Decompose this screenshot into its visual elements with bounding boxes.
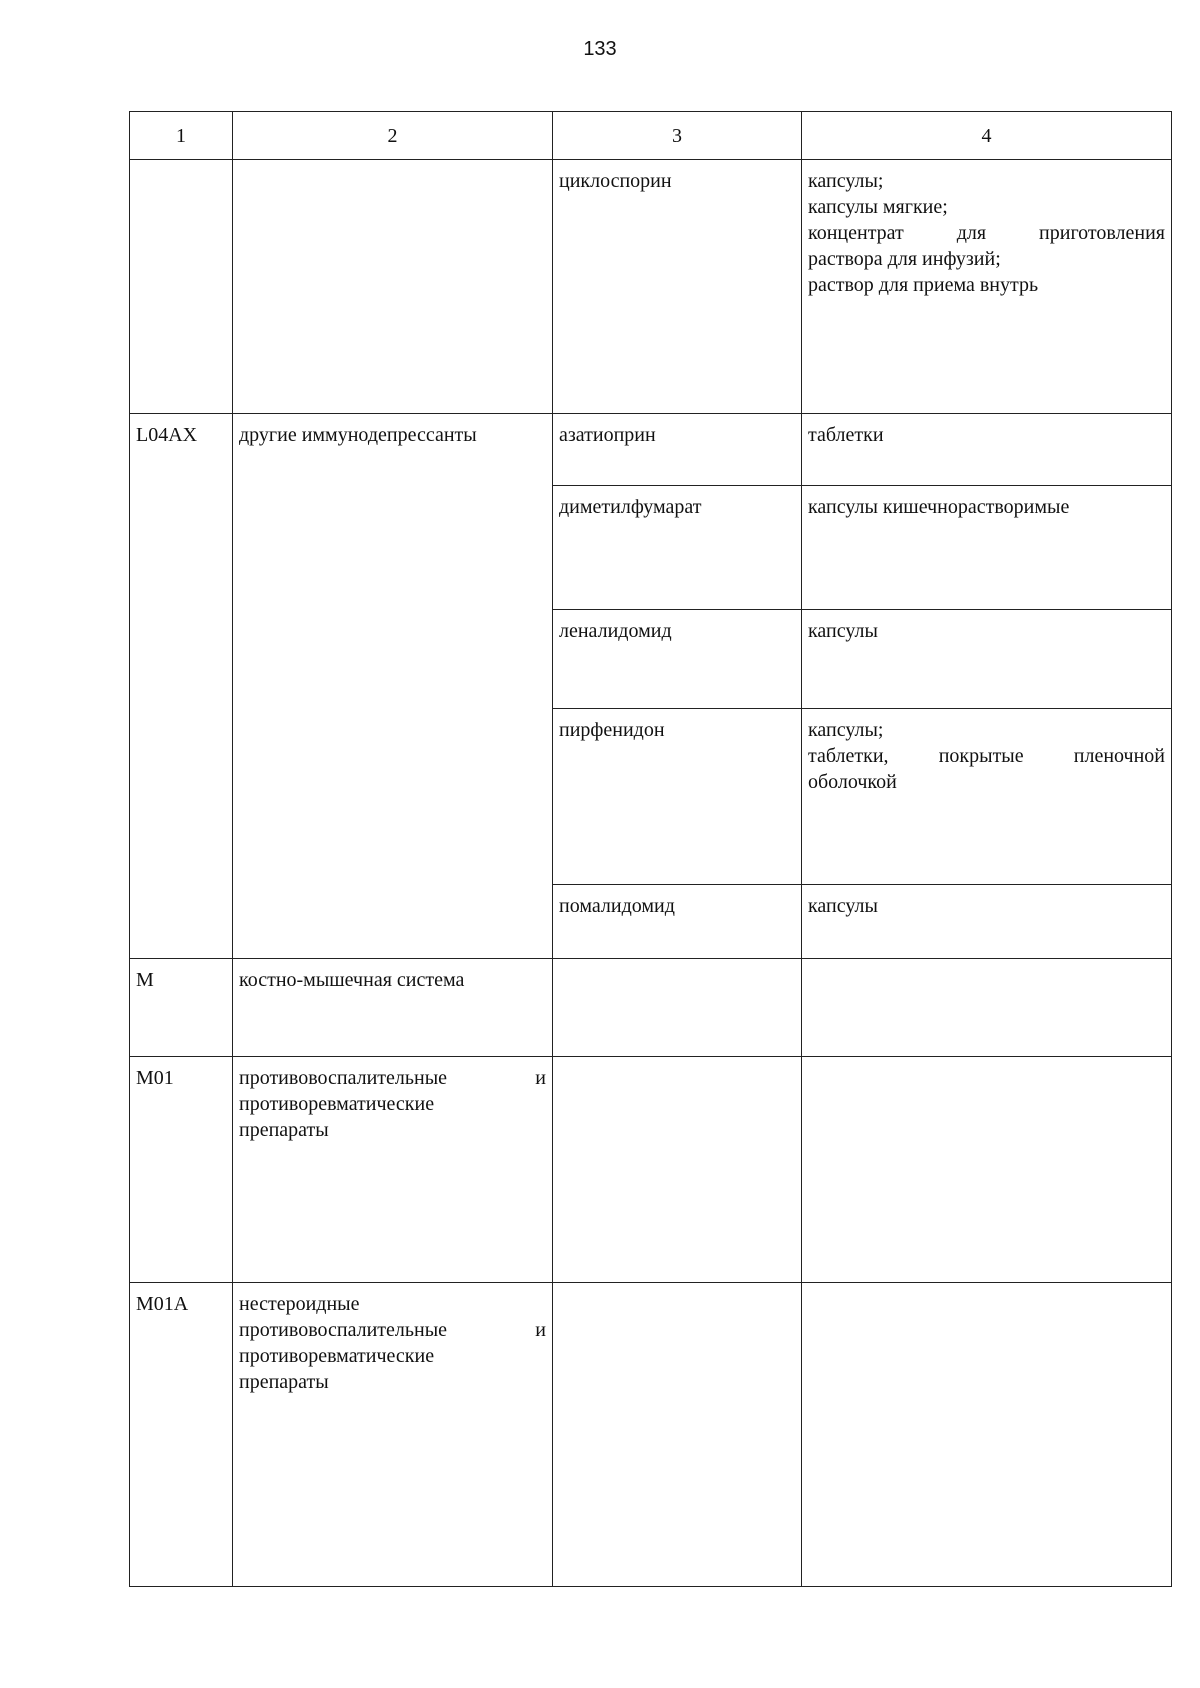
- group-line: противоревматические: [239, 1345, 435, 1367]
- group-cell: другие иммунодепрессанты: [233, 414, 553, 959]
- group-cell: [233, 1283, 553, 1587]
- dosage-form-line: капсулы;: [808, 170, 884, 192]
- group-line: нестероидные: [239, 1293, 360, 1315]
- group-cell: костно-мышечная система: [233, 959, 553, 1057]
- group-cell: [233, 160, 553, 414]
- group-line: противовоспалительные и: [239, 1067, 546, 1089]
- drug-name-cell: [553, 959, 802, 1057]
- dosage-form-cell: [802, 160, 1172, 414]
- dosage-form-line: раствора для инфузий;: [808, 248, 1001, 270]
- table-row: [130, 414, 1172, 486]
- dosage-form-cell: [802, 959, 1172, 1057]
- code-cell: L04AX: [130, 414, 233, 959]
- table-row: [130, 959, 1172, 1057]
- drug-name-cell: [553, 1283, 802, 1587]
- drug-name-cell: помалидомид: [553, 885, 802, 959]
- group-line: противовоспалительные и: [239, 1319, 546, 1341]
- dosage-form-line: капсулы;: [808, 719, 884, 741]
- dosage-form-cell: [802, 1283, 1172, 1587]
- dosage-form-cell: капсулы кишечнорастворимые: [802, 486, 1172, 610]
- dosage-form-line: концентрат для приготовления: [808, 222, 1165, 244]
- dosage-form-cell: капсулы: [802, 885, 1172, 959]
- page-number: 133: [583, 38, 617, 60]
- dosage-form-line: раствор для приема внутрь: [808, 274, 1039, 296]
- header-col-3: 3: [553, 112, 802, 160]
- table-row: [130, 1283, 1172, 1587]
- group-line: противоревматические: [239, 1093, 435, 1115]
- group-line: препараты: [239, 1119, 329, 1141]
- table-row: [130, 160, 1172, 414]
- dosage-form-line: таблетки, покрытые пленочной: [808, 745, 1165, 767]
- code-cell: M: [130, 959, 233, 1057]
- dosage-form-cell: [802, 1057, 1172, 1283]
- drug-name-cell: [553, 1057, 802, 1283]
- drug-name-cell: леналидомид: [553, 610, 802, 709]
- drug-name-cell: азатиоприн: [553, 414, 802, 486]
- drug-name-cell: циклоспорин: [553, 160, 802, 414]
- header-col-2: 2: [233, 112, 553, 160]
- dosage-form-cell: [802, 709, 1172, 885]
- group-cell: [233, 1057, 553, 1283]
- dosage-form-cell: капсулы: [802, 610, 1172, 709]
- code-cell: [130, 160, 233, 414]
- dosage-form-line: оболочкой: [808, 771, 897, 793]
- drug-name-cell: диметилфумарат: [553, 486, 802, 610]
- dosage-form-cell: таблетки: [802, 414, 1172, 486]
- table-row: [130, 1057, 1172, 1283]
- header-col-1: 1: [130, 112, 233, 160]
- group-line: препараты: [239, 1371, 329, 1393]
- code-cell: M01: [130, 1057, 233, 1283]
- drug-name-cell: пирфенидон: [553, 709, 802, 885]
- table-header-row: [130, 112, 1172, 160]
- code-cell: M01A: [130, 1283, 233, 1587]
- drug-list-table: [129, 111, 1172, 1587]
- header-col-4: 4: [802, 112, 1172, 160]
- dosage-form-line: капсулы мягкие;: [808, 196, 948, 218]
